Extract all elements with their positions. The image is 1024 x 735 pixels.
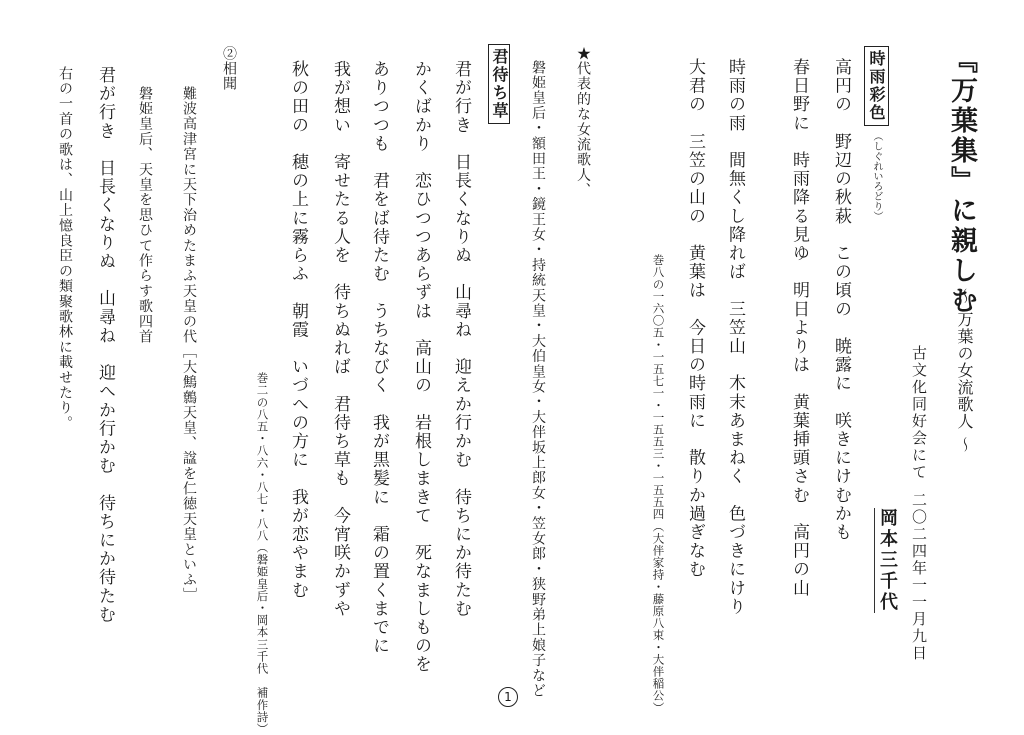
section1-heading-ruby: （しぐれいろどり） bbox=[871, 131, 882, 222]
page-number: 1 bbox=[498, 687, 518, 707]
date-text: 二〇二四年一一月九日 bbox=[910, 492, 928, 662]
section2-line-1: 君が行き 日長くなりぬ 山尋ね 迎えか行かむ 待ちにか待たむ bbox=[451, 60, 471, 618]
section2-line-4: 我が想い 寄せたる人を 待ちぬれば 君待ち草も 今宵咲かずや bbox=[330, 60, 350, 618]
section3-subtitle: 磐姫皇后、天皇を思ひて作らす歌四首 bbox=[137, 86, 153, 345]
section3-heading: ②相聞 bbox=[221, 46, 237, 92]
section1-citation: 巻八の一六〇五・一五七一・一五五三・一五五四（大伴家持・藤原八束・大伴稲公） bbox=[651, 254, 666, 714]
section2-citation: 巻二の八五・八六・八七・八八（磐姫皇后・岡本三千代 補作詩） bbox=[255, 372, 270, 735]
section2-line-2: かくばかり 恋ひつつあらずは 高山の 岩根しまきて 死なましものを bbox=[411, 60, 431, 674]
section3-intro: 難波高津宮に天下治めたまふ天皇の代［大鷦鷯天皇、諡を仁徳天皇といふ］ bbox=[181, 86, 197, 603]
representatives-names: 磐姫皇后・額田王・鏡王女・持統天皇・大伯皇女・大伴坂上郎女・笠女郎・狭野弟上娘子など bbox=[530, 60, 546, 699]
section1-heading: 時雨彩色 bbox=[864, 46, 889, 126]
representatives-heading: ★代表的な女流歌人、 bbox=[575, 46, 591, 198]
section2-heading: 君待ち草 bbox=[488, 44, 510, 124]
section2-line-5: 秋の田の 穂の上に霧らふ 朝霞 いづへの方に 我が恋やまむ bbox=[288, 60, 308, 600]
document-subtitle: ～ 万葉の女流歌人 ～ bbox=[955, 288, 974, 454]
section3-poem: 君が行き 日長くなりぬ 山尋ね 迎へか行かむ 待ちにか待たむ bbox=[95, 66, 115, 624]
section1-line-2: 春日野に 時雨降る見ゆ 明日よりは 黄葉挿頭さむ 高円の山 bbox=[789, 58, 809, 598]
author-name: 岡本三千代 bbox=[874, 508, 896, 613]
venue-text: 古文化同好会にて bbox=[910, 345, 928, 481]
section1-heading-group bbox=[868, 46, 884, 221]
section1-line-4: 大君の 三笠の山の 黄葉は 今日の時雨に 散りか過ぎなむ bbox=[685, 58, 705, 579]
section1-line-1: 高円の 野辺の秋萩 この頃の 暁露に 咲きにけむかも bbox=[831, 58, 851, 542]
section3-note: 右の一首の歌は、山上憶良臣の類聚歌林に載せたり。 bbox=[57, 66, 73, 431]
section1-line-3: 時雨の雨 間無くし降れば 三笠山 木末あまねく 色づきにけり bbox=[725, 58, 745, 616]
document-title: 『万葉集』に親しむ bbox=[946, 46, 977, 316]
section2-line-3: ありつつも 君をば待たむ うちなびく 我が黒髪に 霜の置くまでに bbox=[369, 60, 389, 656]
